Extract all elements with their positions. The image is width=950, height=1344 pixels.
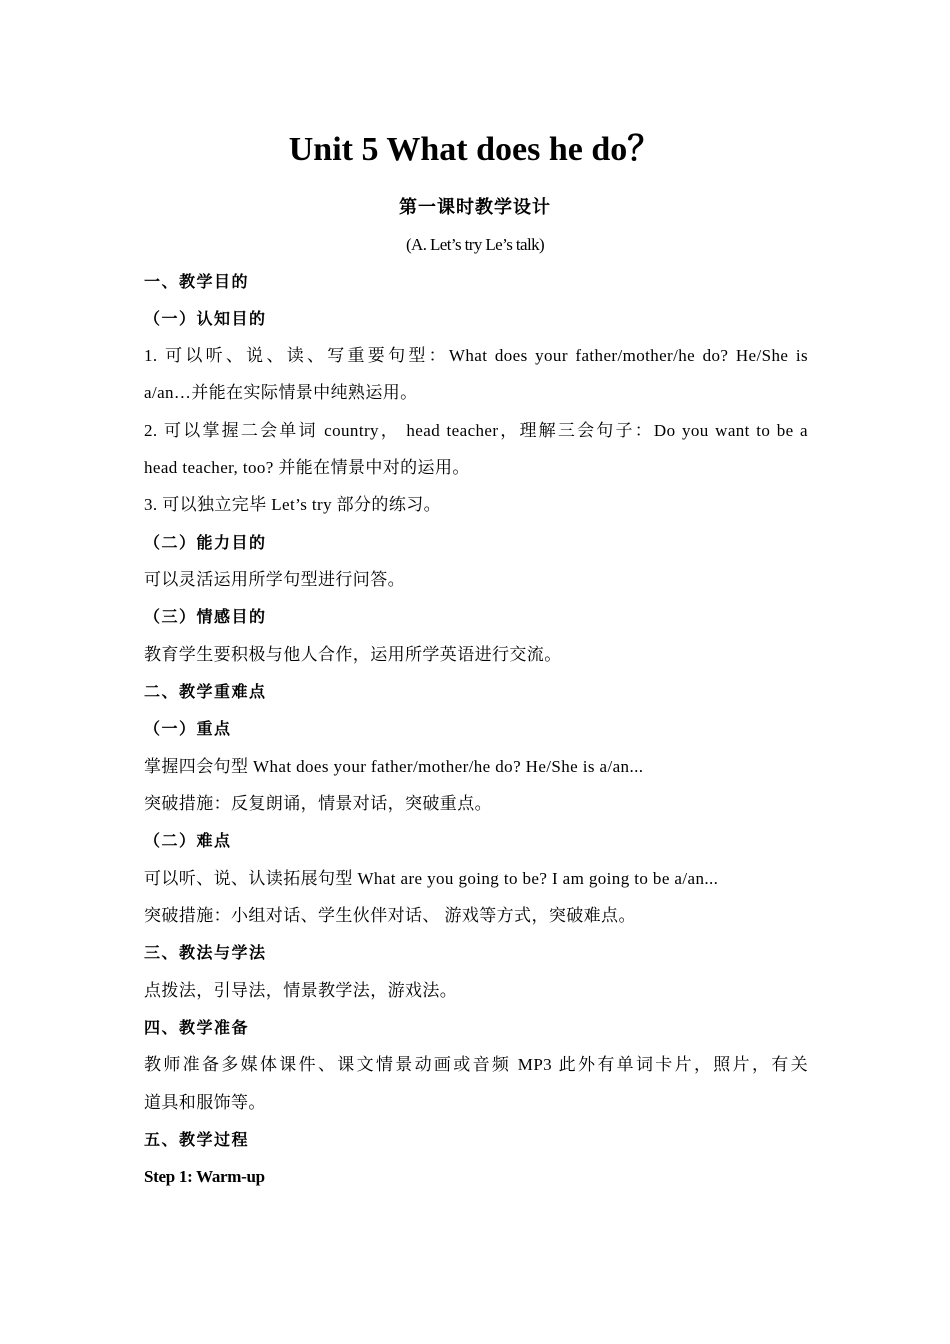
body-line: 可以灵活运用所学句型进行问答。: [144, 570, 405, 589]
subsection-heading-cognitive-goals: （一）认知目的: [144, 309, 267, 328]
section-heading-teaching-process: 五、教学过程: [144, 1130, 250, 1149]
body-line: 点拨法，引导法，情景教学法，游戏法。: [144, 981, 458, 1000]
lesson-subtitle: 第一课时教学设计: [399, 197, 551, 218]
body-line: 突破措施：小组对话、学生伙伴对话、 游戏等方式，突破难点。: [144, 906, 636, 925]
subsection-heading-key-points: （一）重点: [144, 719, 232, 738]
subsection-heading-ability-goals: （二）能力目的: [144, 533, 267, 552]
body-line: 2. 可以掌握二会单词 country， head teacher，理解三会句子：Do you want to be a: [144, 421, 808, 440]
document-title: Unit 5 What does he do？: [288, 131, 662, 168]
section-heading-teaching-goals: 一、教学目的: [144, 272, 250, 291]
body-line: head teacher, too? 并能在情景中对的运用。: [144, 458, 470, 477]
body-line: 可以听、说、认读拓展句型 What are you going to be? I am going to be a/an...: [144, 869, 719, 888]
step-heading: Step 1: Warm-up: [144, 1167, 265, 1186]
body-line: 1. 可以听、说、读、写重要句型：What does your father/mother/he do? He/She is: [144, 346, 808, 365]
body-line: 教育学生要积极与他人合作，运用所学英语进行交流。: [144, 645, 562, 664]
body-line: 道具和服饰等。: [144, 1093, 266, 1112]
body-line: 教师准备多媒体课件、课文情景动画或音频 MP3 此外有单词卡片，照片，有关: [144, 1055, 808, 1074]
section-heading-teaching-preparation: 四、教学准备: [144, 1018, 250, 1037]
body-line: 突破措施：反复朗诵，情景对话，突破重点。: [144, 794, 492, 813]
body-line: a/an…并能在实际情景中纯熟运用。: [144, 383, 418, 402]
body-line: 掌握四会句型 What does your father/mother/he do? He/She is a/an...: [144, 757, 644, 776]
subsection-heading-difficult-points: （二）难点: [144, 831, 232, 850]
subsection-heading-emotional-goals: （三）情感目的: [144, 607, 267, 626]
body-line: 3. 可以独立完毕 Let’s try 部分的练习。: [144, 495, 442, 514]
lesson-section-subtitle: (A. Let’s try Le’s talk): [405, 235, 545, 254]
section-heading-teaching-methods: 三、教法与学法: [144, 943, 267, 962]
section-heading-key-difficult-points: 二、教学重难点: [144, 682, 267, 701]
